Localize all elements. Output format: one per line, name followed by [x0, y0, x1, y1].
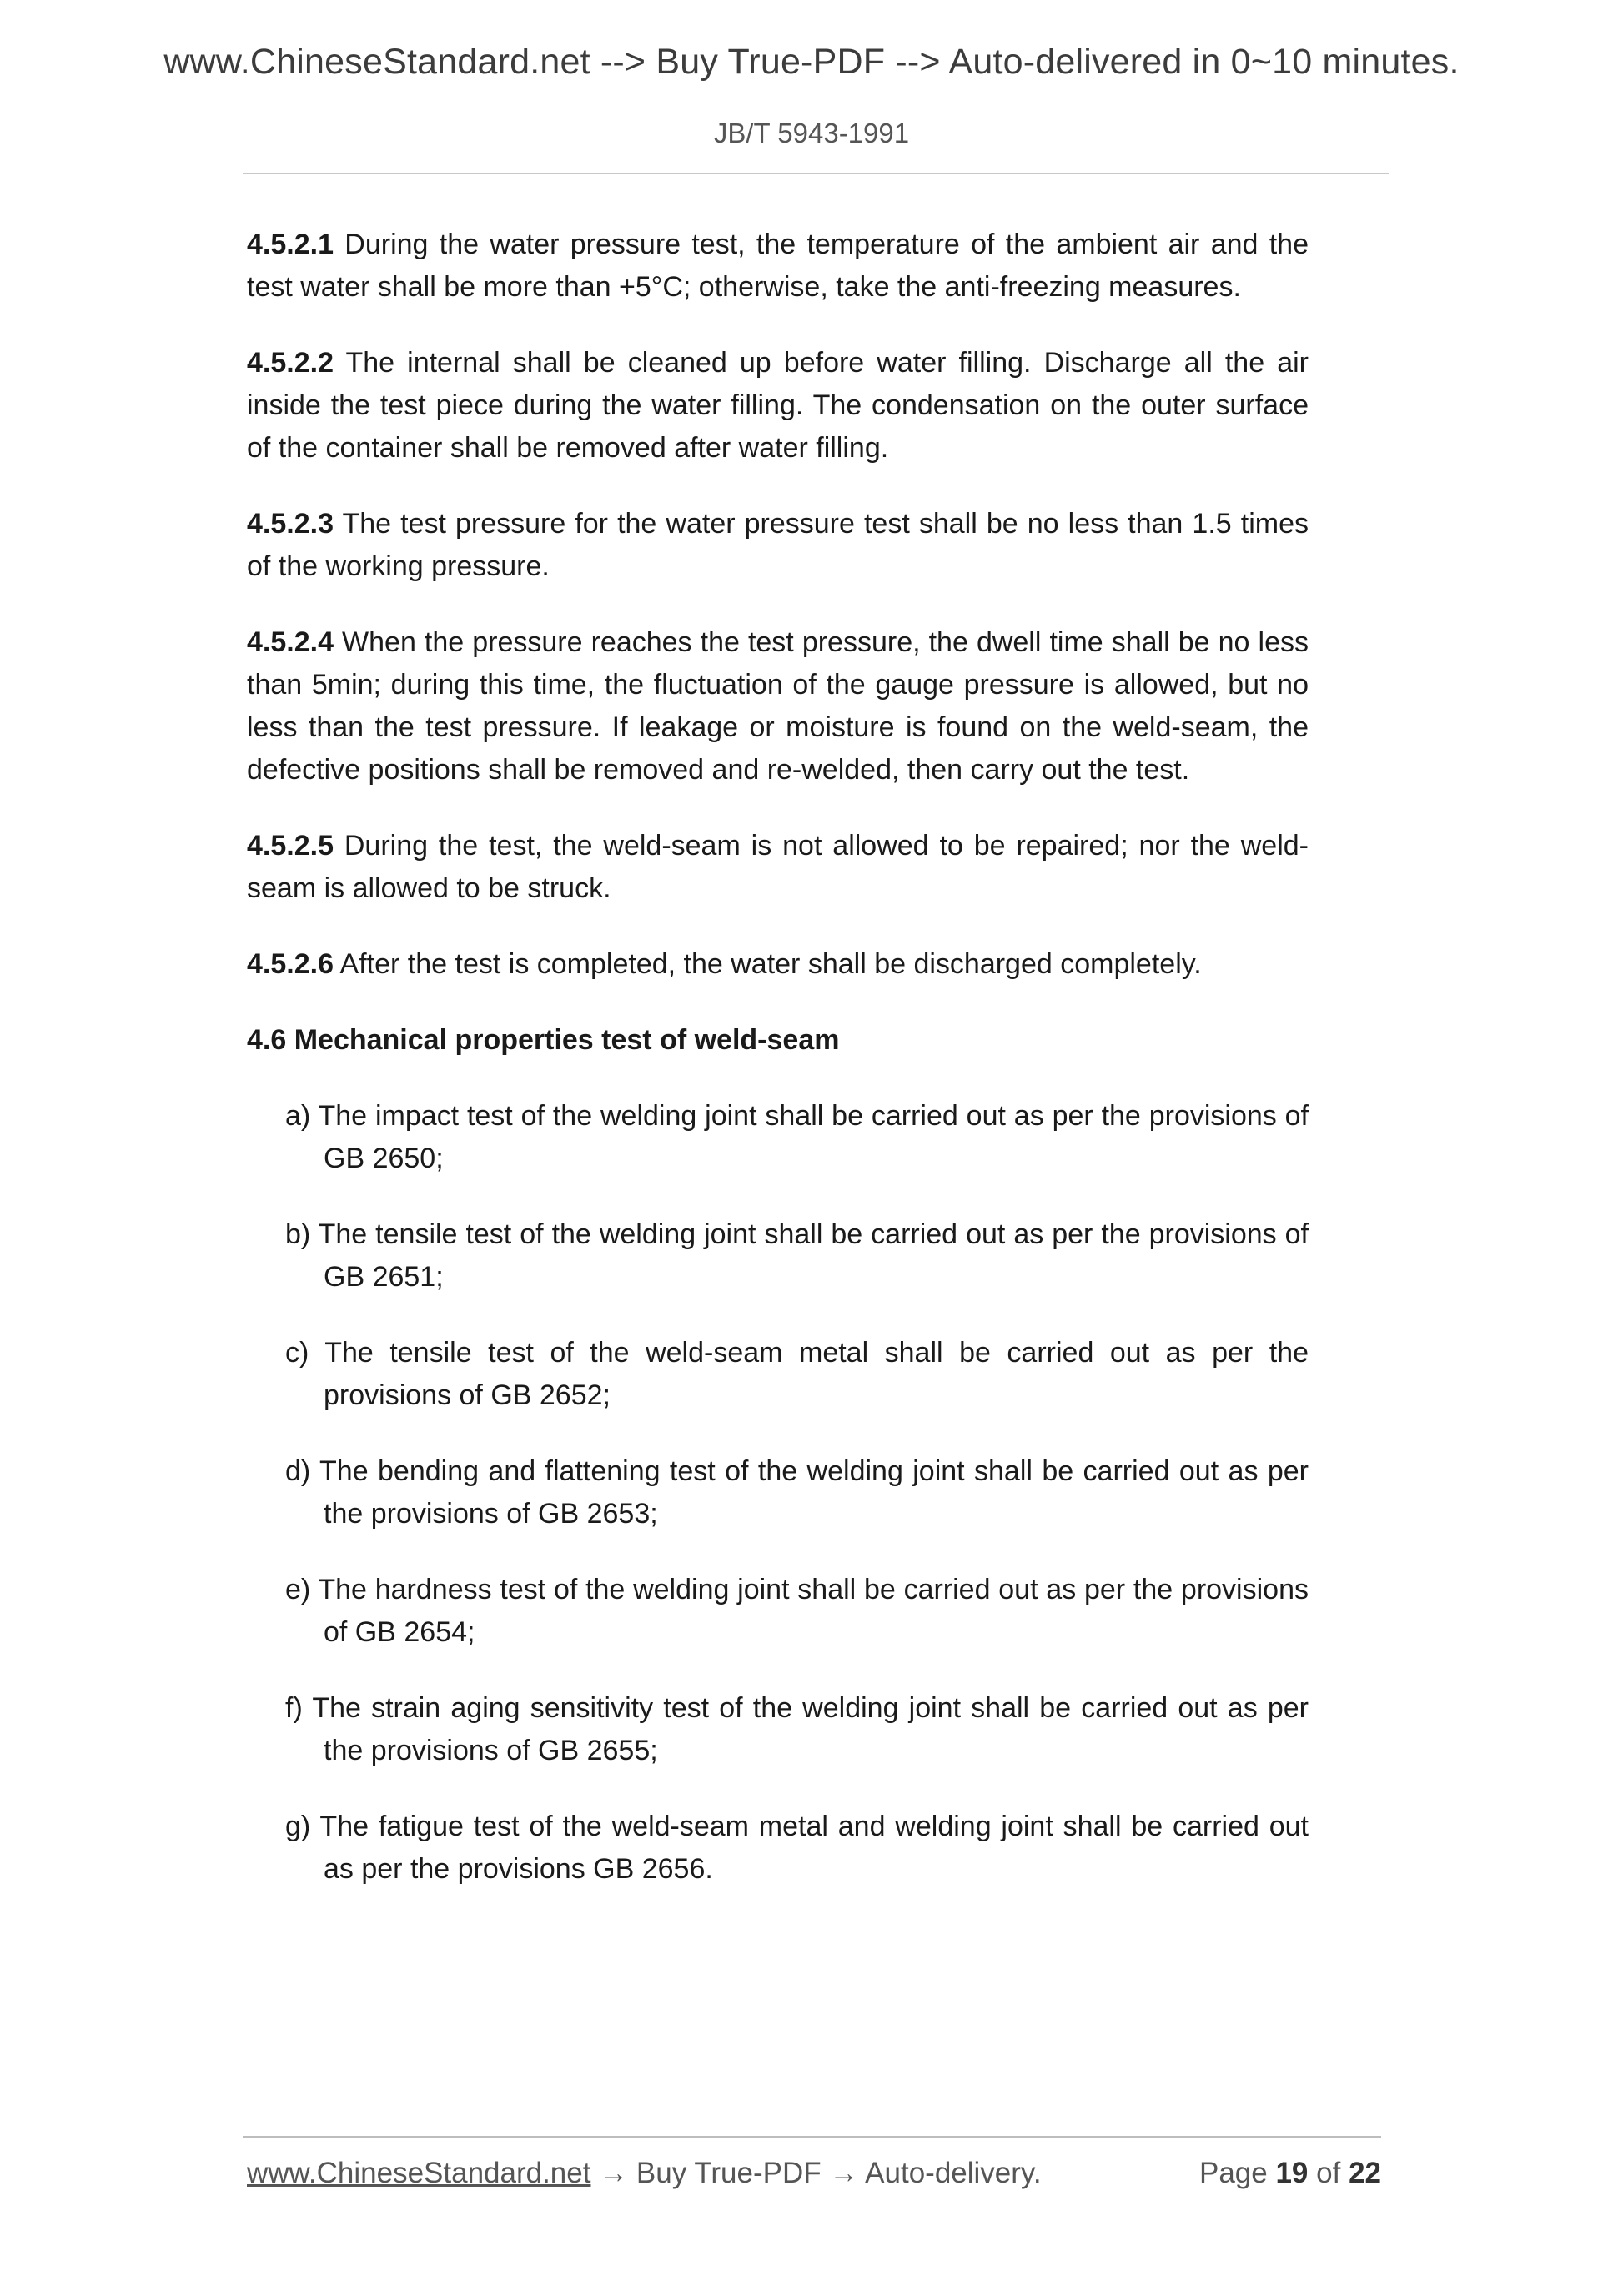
clause-number: 4.5.2.5 [247, 830, 334, 862]
page-label: Page [1198, 2157, 1268, 2189]
document-code: JB/T 5943-1991 [713, 118, 910, 148]
clause-4-5-2-1 [247, 224, 1309, 309]
list-item: a) The impact test of the welding joint shall be carried out as per the provisions of GB 2650; [285, 1100, 1309, 1174]
clause-4-5-2-2 [247, 342, 1309, 470]
footer-divider [243, 2136, 1381, 2138]
clause-number: 4.5.2.6 [247, 948, 334, 980]
document-body [247, 224, 1309, 1924]
page-current: 19 [1275, 2157, 1309, 2189]
page-indicator [1199, 2157, 1381, 2190]
clause-text: During the water pressure test, the temperature of the ambient air and the test water shall be more than +5°C; otherwise, take the anti-freezing measures. [247, 229, 1309, 303]
page-of: of [1316, 2157, 1341, 2189]
footer-tagline: → Buy True-PDF → Auto-delivery. [590, 2157, 1042, 2189]
clause-text: During the test, the weld-seam is not allowed to be repaired; nor the weld-seam is allowed to be struck. [247, 830, 1309, 904]
list-item: g) The fatigue test of the weld-seam metal and welding joint shall be carried out as per the provisions GB 2656. [285, 1811, 1309, 1885]
clause-4-5-2-3 [247, 503, 1309, 588]
test-requirements-list [247, 1095, 1309, 1891]
clause-text: The test pressure for the water pressure test shall be no less than 1.5 times of the working pressure. [247, 508, 1309, 582]
clause-4-5-2-6 [247, 943, 1309, 986]
section-heading: 4.6 Mechanical properties test of weld-seam [247, 1024, 840, 1056]
clause-number: 4.5.2.1 [247, 229, 334, 260]
site-banner: www.ChineseStandard.net --> Buy True-PDF --> Auto-delivered in 0~10 minutes. [163, 42, 1460, 82]
clause-text: The internal shall be cleaned up before water filling. Discharge all the air inside the test piece during the water filling. The condensation on the outer surface of the container shall be removed after water filling. [247, 347, 1309, 464]
list-item: f) The strain aging sensitivity test of the welding joint shall be carried out as per the provisions of GB 2655; [285, 1692, 1309, 1766]
footer-site-link[interactable]: www.ChineseStandard.net [247, 2157, 591, 2189]
clause-number: 4.5.2.2 [247, 347, 334, 379]
list-item: e) The hardness test of the welding joint shall be carried out as per the provisions of GB 2654; [285, 1574, 1309, 1648]
clause-number: 4.5.2.3 [247, 508, 334, 540]
clause-4-5-2-4 [247, 621, 1309, 791]
clause-number: 4.5.2.4 [247, 626, 334, 658]
page-footer [247, 2157, 1381, 2190]
header-divider [243, 173, 1389, 174]
list-item: b) The tensile test of the welding joint shall be carried out as per the provisions of GB 2651; [285, 1218, 1309, 1293]
clause-text: When the pressure reaches the test pressure, the dwell time shall be no less than 5min; during this time, the fluctuation of the gauge pressure is allowed, but no less than the test pressure. If leakage or moisture is found on the weld-seam, the defective positions shall be removed and re-welded, then carry out the test. [247, 626, 1309, 786]
list-item: d) The bending and flattening test of the welding joint shall be carried out as per the provisions of GB 2653; [285, 1455, 1309, 1530]
footer-left [247, 2157, 1042, 2190]
page-total: 22 [1349, 2157, 1381, 2189]
clause-text: After the test is completed, the water shall be discharged completely. [333, 948, 1202, 980]
clause-4-5-2-5 [247, 825, 1309, 910]
list-item: c) The tensile test of the weld-seam metal shall be carried out as per the provisions of GB 2652; [285, 1337, 1309, 1411]
